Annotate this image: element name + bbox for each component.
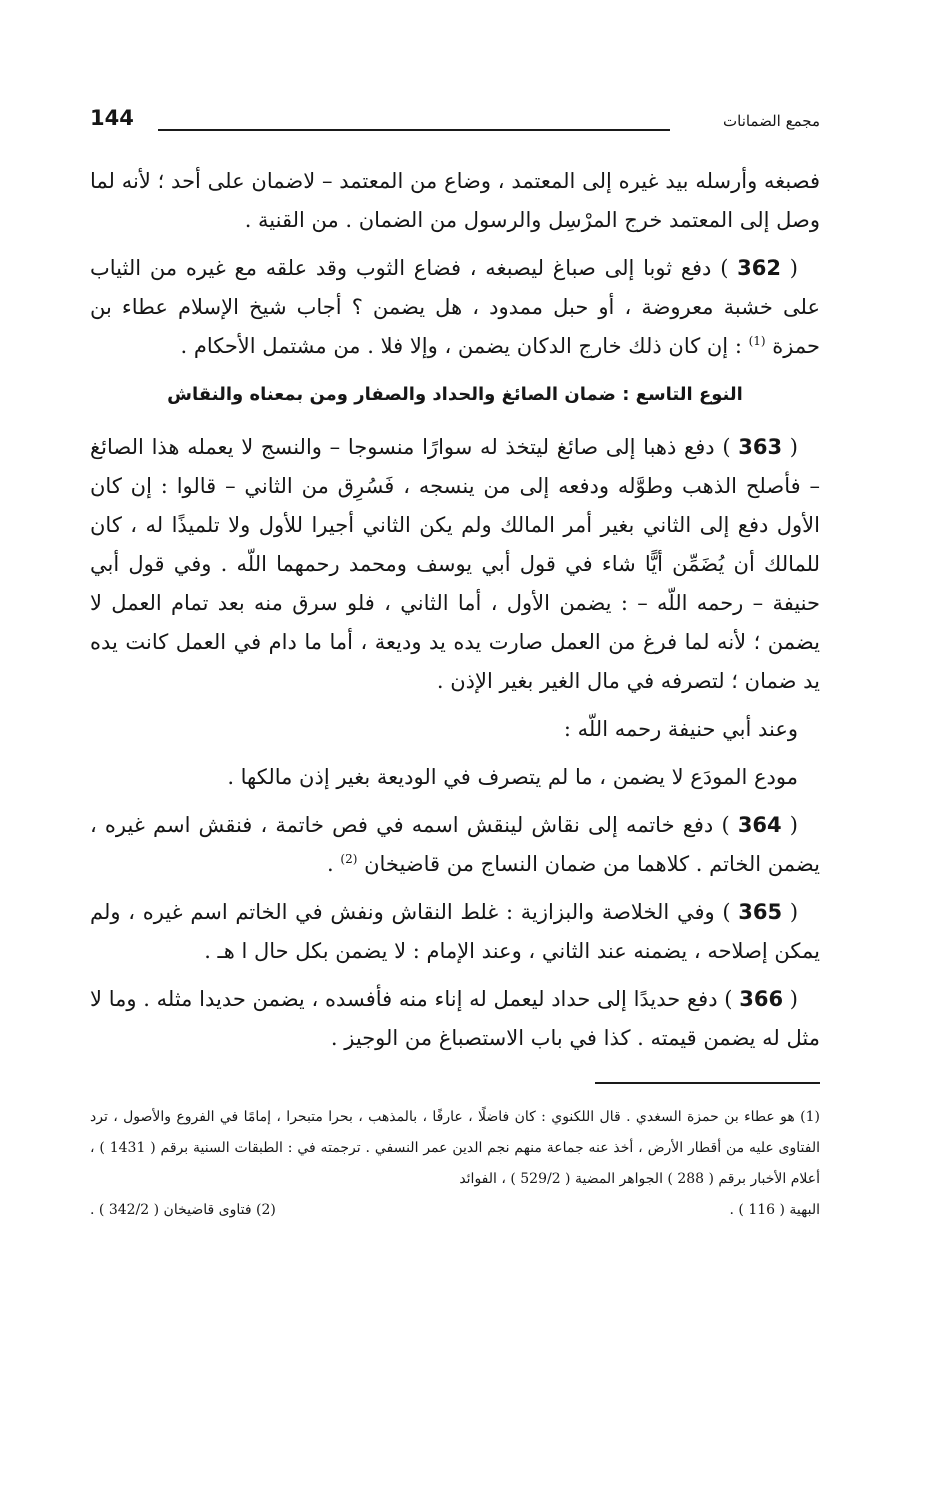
entry-text: وفي الخلاصة والبزازية : غلط النقاش ونفش في الخاتم اسم غيره ، ولم يمكن إصلاحه ، يضمنه عند الثاني ، وعند الإمام : لا يضمن بكل حال ا هـ . bbox=[90, 900, 820, 963]
footnote-ref-1: (1) bbox=[748, 334, 766, 348]
entry-364 bbox=[90, 806, 820, 884]
page-number: 144 bbox=[90, 106, 134, 130]
entry-text: دفع ثوبا إلى صباغ ليصبغه ، فضاع الثوب وقد علقه مع غيره من الثياب على خشبة معروضة ، أو حبل ممدود ، هل يضمن ؟ أجاب شيخ الإسلام عطاء بن حمزة bbox=[90, 256, 820, 358]
footnote-1: (1) هو عطاء بن حمزة السغدي . قال اللكنوي : كان فاضلًا ، عارفًا ، بالمذهب ، بحرا متبحرا ، إمامًا في الفروع والأصول ، ترد الفتاوى عليه من أقطار الأرض ، أخذ عنه جماعة منهم نجم الدين عمر النسفي . ترجمته في : الطبقات السنية برقم ( 1431 ) ، أعلام الأخبار برقم ( 288 ) الجواهر المضية ( 529/2 ) ، الفوائد bbox=[90, 1109, 820, 1187]
paragraph-mudi bbox=[90, 758, 820, 797]
book-page bbox=[90, 100, 820, 1400]
entry-text: دفع حديدًا إلى حداد ليعمل له إناء منه فأفسده ، يضمن حديدا مثله . وما لا مثل له يضمن قيمته . كذا في باب الاستصباغ من الوجيز . bbox=[90, 987, 820, 1050]
entry-number: ( 365 ) bbox=[722, 900, 799, 924]
footnote-2: (2) فتاوى قاضيخان ( 342/2 ) . bbox=[90, 1202, 276, 1218]
footnotes bbox=[90, 1102, 820, 1226]
paragraph-text: وعند أبي حنيفة رحمه اللّه : bbox=[563, 717, 798, 741]
running-title: مجمع الضمانات bbox=[723, 112, 820, 130]
page-header bbox=[90, 100, 820, 140]
entry-text: دفع خاتمه إلى نقاش لينقش اسمه في فص خاتمة ، فنقش اسم غيره ، يضمن الخاتم . كلاهما من ضمان النساج من قاضيخان bbox=[90, 813, 820, 876]
entry-number: ( 362 ) bbox=[720, 256, 798, 280]
entry-text-cont: : إن كان ذلك خارج الدكان يضمن ، وإلا فلا . من مشتمل الأحكام . bbox=[180, 334, 742, 358]
main-text bbox=[90, 162, 820, 1058]
footnote-rule bbox=[595, 1082, 820, 1084]
paragraph-continuation bbox=[90, 162, 820, 240]
footnote-ref-2: (2) bbox=[340, 852, 358, 866]
entry-number: ( 366 ) bbox=[724, 987, 798, 1011]
entry-text: دفع ذهبا إلى صائغ ليتخذ له سوارًا منسوجا – والنسج لا يعمله هذا الصائغ – فأصلح الذهب وطوَّله ودفعه إلى من ينسجه ، فَسُرِق من الثاني – قالوا : إن كان الأول دفع إلى الثاني بغير أمر المالك ولم يكن الثاني أجيرا للأول ولا تلميذًا له ، كان للمالك أن يُضَمِّن أيًّا شاء في قول أبي يوسف ومحمد رحمهما اللّه . وفي قول أبي حنيفة – رحمه اللّه – : يضمن الأول ، أما الثاني ، فلو سرق منه بعد تمام العمل لا يضمن ؛ لأنه لما فرغ من العمل صارت يده يد وديعة ، أما ما دام في العمل كانت يده يد ضمان ؛ لتصرفه في مال الغير بغير الإذن . bbox=[90, 435, 820, 693]
section-heading: النوع التاسع : ضمان الصائغ والحداد والصفار ومن بمعناه والنقاش bbox=[167, 384, 743, 405]
entry-number: ( 364 ) bbox=[721, 813, 799, 837]
header-rule bbox=[158, 129, 670, 131]
paragraph-abu-hanifa bbox=[90, 710, 820, 749]
paragraph-text: مودع المودَع لا يضمن ، ما لم يتصرف في الوديعة بغير إذن مالكها . bbox=[227, 765, 798, 789]
entry-365 bbox=[90, 893, 820, 971]
entry-text-cont: . bbox=[327, 852, 334, 876]
footnote-1-end: البهية ( 116 ) . bbox=[729, 1202, 820, 1218]
paragraph-text: فصبغه وأرسله بيد غيره إلى المعتمد ، وضاع من المعتمد – لاضمان على أحد ؛ لأنه لما وصل إلى المعتمد خرج المرْسِل والرسول من الضمان . من القنية . bbox=[90, 169, 820, 232]
entry-366 bbox=[90, 980, 820, 1058]
footnote-last-line bbox=[90, 1195, 820, 1226]
entry-362 bbox=[90, 249, 820, 366]
entry-363 bbox=[90, 428, 820, 701]
entry-number: ( 363 ) bbox=[722, 435, 798, 459]
